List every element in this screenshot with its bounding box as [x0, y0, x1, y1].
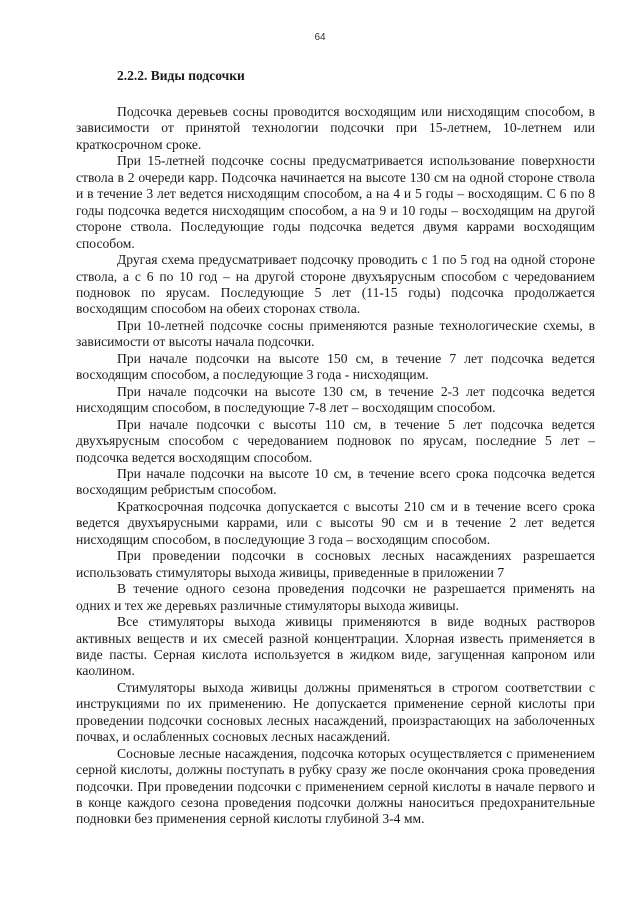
paragraph: Другая схема предусматривает подсочку проводить с 1 по 5 год на одной стороне ствола, а с 6 по 10 год – на другой стороне двухъярусным способом с чередованием подновок по ярусам. Последующие 5 лет (11-15 годы) подсочка продолжается восходящим способом на обеих сторонах ствола.: [76, 252, 595, 317]
paragraph: Краткосрочная подсочка допускается с высоты 210 см и в течение всего срока ведется двухъярусными каррами, или с высоты 90 см и в течение 2 лет ведется нисходящим способом, в последующие 3 года – восходящим способом.: [76, 498, 595, 547]
paragraph: При начале подсочки с высоты 110 см, в течение 5 лет подсочка ведется двухъярусным способом с чередованием подновок по ярусам, последние 5 лет – подсочка ведется восходящим способом.: [76, 416, 595, 465]
paragraph: Стимуляторы выхода живицы должны применяться в строгом соответствии с инструкциями по их применению. Не допускается применение серной кислоты при проведении подсочки сосновых лесных насаждений, произрастающих на заболоченных почвах, и ослабленных сосновых лесных насаждений.: [76, 679, 595, 745]
paragraph: При начале подсочки на высоте 10 см, в течение всего срока подсочка ведется восходящим ребристым способом.: [76, 465, 595, 498]
paragraph: При проведении подсочки в сосновых лесных насаждениях разрешается использовать стимуляторы выхода живицы, приведенные в приложении 7: [76, 548, 595, 580]
paragraph: При 15-летней подсочке сосны предусматривается использование поверхности ствола в 2 очереди карр. Подсочка начинается на высоте 130 см на одной стороне ствола и в течение 3 лет ведется нисходящим способом, а на 4 и 5 годы – восходящим. С 6 по 8 годы подсочка ведется нисходящим способом, а на 9 и 10 годы – восходящим на другой стороне ствола. Последующие годы подсочка ведется двумя каррами восходящим способом.: [76, 153, 595, 251]
paragraph: В течение одного сезона проведения подсочки не разрешается применять на одних и тех же деревьях различные стимуляторы выхода живицы.: [76, 581, 595, 613]
paragraph: При начале подсочки на высоте 150 см, в течение 7 лет подсочка ведется восходящим способом, а последующие 3 года - нисходящим.: [76, 350, 595, 383]
section-heading: 2.2.2. Виды подсочки: [117, 68, 245, 83]
paragraph: Сосновые лесные насаждения, подсочка которых осуществляется с применением серной кислоты, должны поступать в рубку сразу же после окончания срока проведения подсочки. При проведении подсочки с применением серной кислоты в начале первого и в конце каждого сезона проведения подсочки должны наноситься предохранительные подновки без применения серной кислоты глубиной 3-4 мм.: [76, 745, 595, 827]
section-body: [76, 104, 595, 828]
page-number: 64: [314, 32, 326, 43]
paragraph: Подсочка деревьев сосны проводится восходящим или нисходящим способом, в зависимости от принятой технологии подсочки при 15-летнем, 10-летнем или краткосрочном сроке.: [76, 104, 595, 152]
paragraph: Все стимуляторы выхода живицы применяются в виде водных растворов активных веществ и их смесей разной концентрации. Хлорная известь применяется в виде пасты. Серная кислота используется в жидком виде, загущенная капроном или каолином.: [76, 614, 595, 679]
paragraph: При 10-летней подсочке сосны применяются разные технологические схемы, в зависимости от высоты начала подсочки.: [76, 317, 595, 350]
paragraph: При начале подсочки на высоте 130 см, в течение 2-3 лет подсочка ведется нисходящим способом, в последующие 7-8 лет – восходящим способом.: [76, 383, 595, 416]
